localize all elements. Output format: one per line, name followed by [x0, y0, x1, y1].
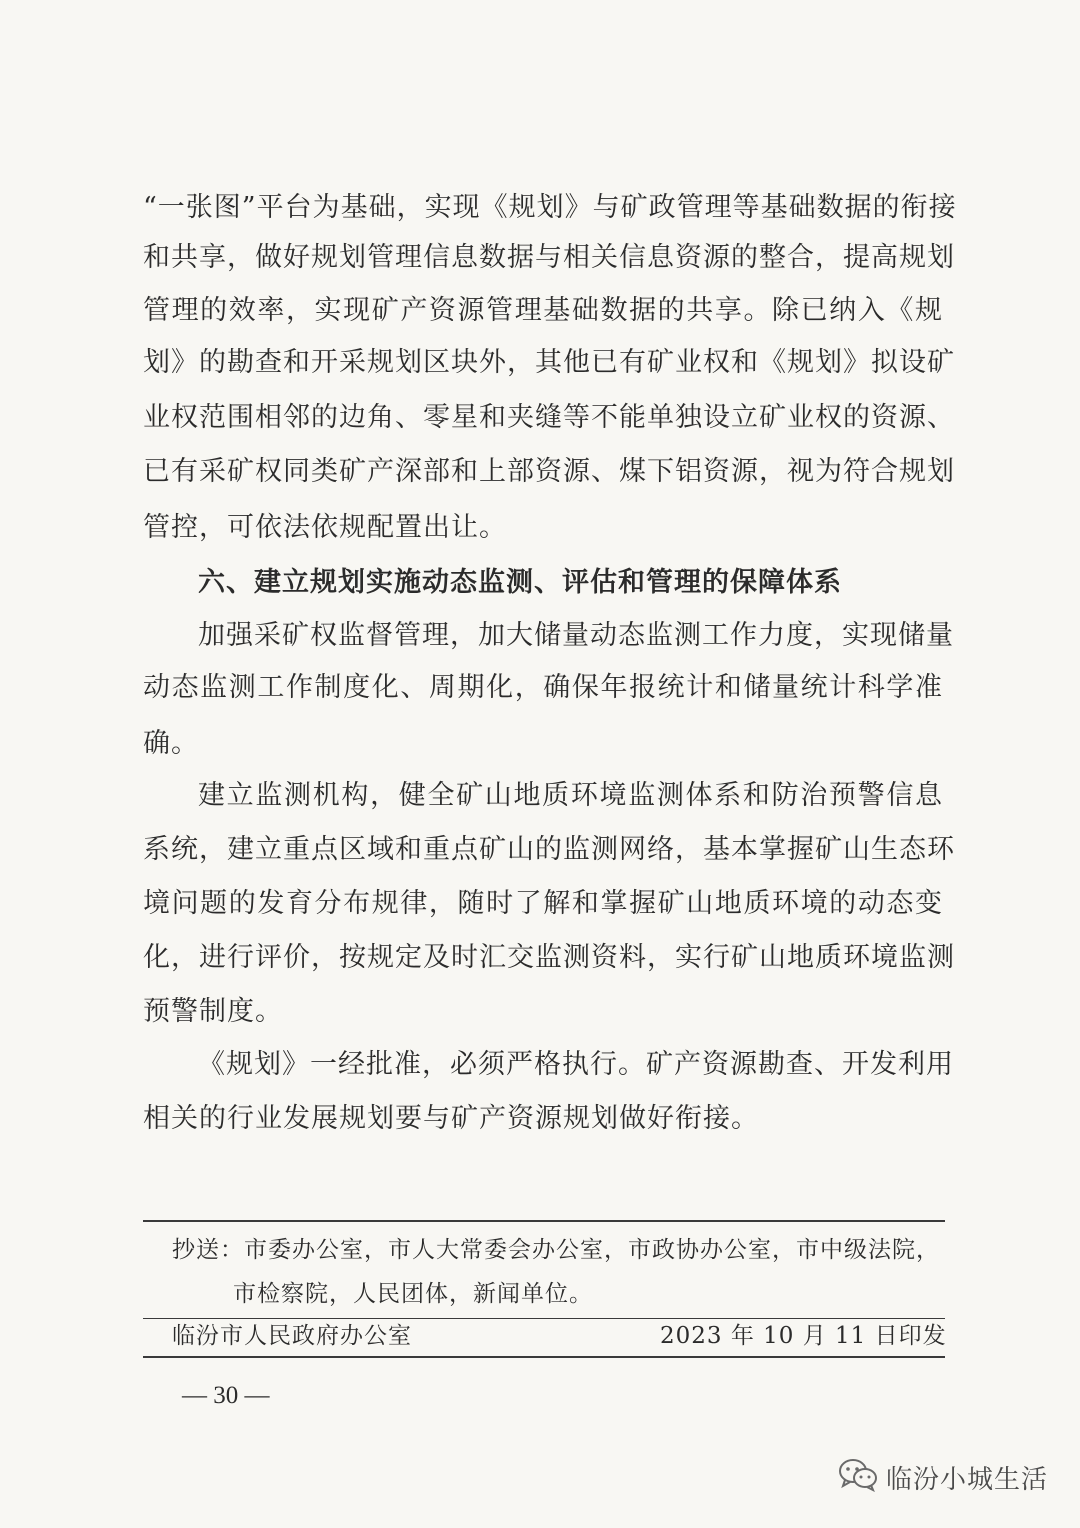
issuer-office: 临汾市人民政府办公室 — [172, 1323, 412, 1349]
para3-line-4: 化，进行评价，按规定及时汇交监测资料，实行矿山地质环境监测 — [143, 942, 955, 973]
watermark-text: 临汾小城生活 — [886, 1464, 1049, 1495]
para4-line-1: 《规划》一经批准，必须严格执行。矿产资源勘查、开发利用 — [198, 1049, 954, 1080]
para3-line-5: 预警制度。 — [143, 996, 283, 1027]
para1-line-7: 管控，可依法依规配置出让。 — [143, 512, 507, 543]
watermark — [838, 1458, 1048, 1496]
para2-line-3: 确。 — [143, 728, 199, 759]
section-heading: 六、建立规划实施动态监测、评估和管理的保障体系 — [198, 567, 842, 598]
para1-line-2: 和共享，做好规划管理信息数据与相关信息资源的整合，提高规划 — [143, 242, 955, 273]
para2-line-1: 加强采矿权监督管理，加大储量动态监测工作力度，实现储量 — [198, 620, 954, 651]
cc-top-rule — [143, 1220, 945, 1222]
cc-line-1: 抄送：市委办公室，市人大常委会办公室，市政协办公室，市中级法院， — [172, 1237, 940, 1263]
para2-line-2: 动态监测工作制度化、周期化，确保年报统计和储量统计科学准 — [143, 672, 943, 703]
para1-line-5: 业权范围相邻的边角、零星和夹缝等不能单独设立矿业权的资源、 — [143, 402, 955, 433]
para4-line-2: 相关的行业发展规划要与矿产资源规划做好衔接。 — [143, 1103, 759, 1134]
cc-line-2: 市检察院，人民团体，新闻单位。 — [233, 1281, 593, 1307]
para1-line-1: “一张图”平台为基础，实现《规划》与矿政管理等基础数据的衔接 — [143, 192, 957, 223]
cc-middle-rule — [143, 1318, 945, 1319]
para1-line-3: 管理的效率，实现矿产资源管理基础数据的共享。除已纳入《规 — [143, 295, 943, 326]
cc-bottom-rule — [143, 1356, 945, 1358]
para3-line-3: 境问题的发育分布规律，随时了解和掌握矿山地质环境的动态变 — [143, 888, 943, 919]
issue-date: 2023 年 10 月 11 日印发 — [660, 1323, 947, 1349]
para3-line-1: 建立监测机构，健全矿山地质环境监测体系和防治预警信息 — [198, 780, 943, 811]
wechat-icon — [838, 1458, 878, 1496]
para3-line-2: 系统，建立重点区域和重点矿山的监测网络，基本掌握矿山生态环 — [143, 834, 955, 865]
page-number: — 30 — — [182, 1382, 270, 1409]
para1-line-6: 已有采矿权同类矿产深部和上部资源、煤下铝资源，视为符合规划 — [143, 456, 955, 487]
para1-line-4: 划》的勘查和开采规划区块外，其他已有矿业权和《规划》拟设矿 — [143, 347, 955, 378]
